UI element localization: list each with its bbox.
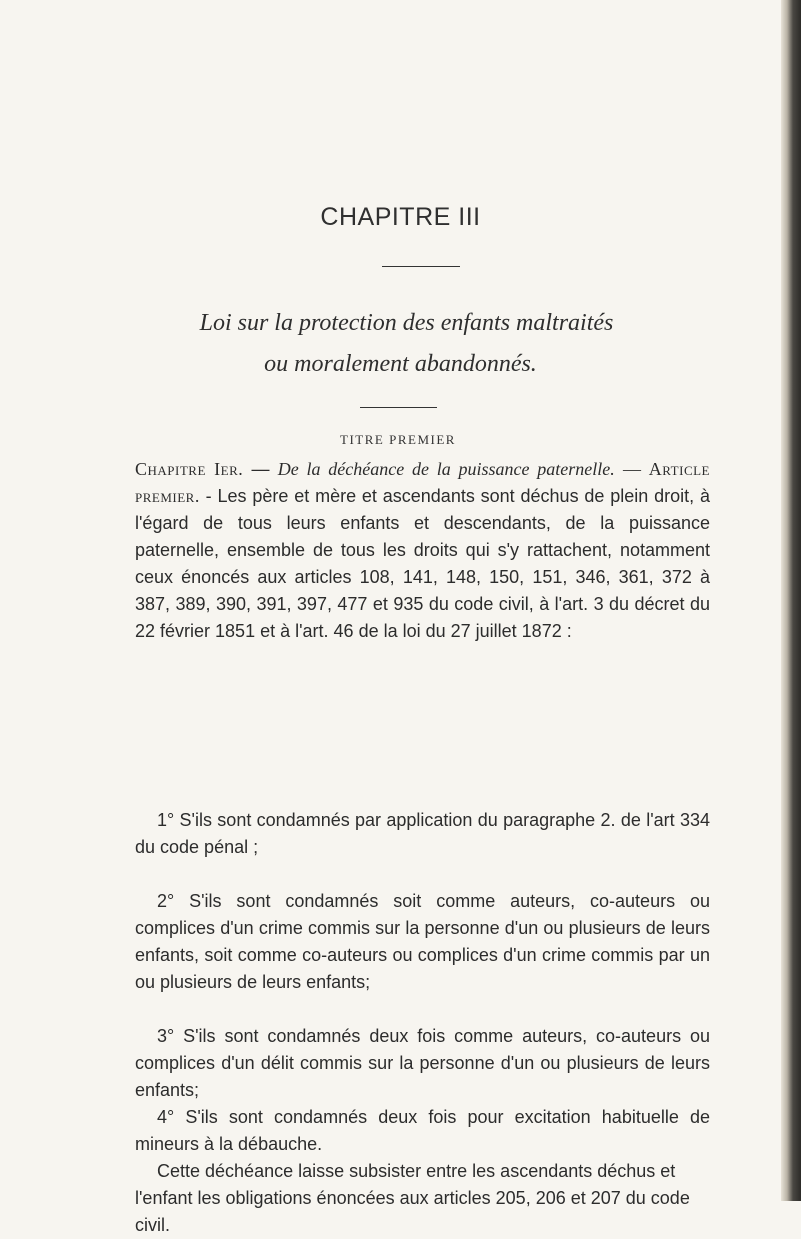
heading-dash: — xyxy=(243,459,278,479)
article-text: - Les père et mère et ascendants sont déchus de plein droit, à l'égard de tous leurs enfants et descendants, de la puissance paternelle, ensemble de tous les droits qui s'y rattachent, notamment ceux énoncés aux articles 108, 141, 148, 150, 151, 346, 361, 372 à 387, 389, 390, 391, 397, 477 et 935 du code civil, à l'art. 3 du décret du 22 février 1851 et à l'art. 46 de la loi du 27 juillet 1872 : xyxy=(135,486,710,641)
book-binding-edge xyxy=(781,0,801,1201)
chapter-heading: Chapitre Ier. xyxy=(135,459,244,479)
article-lead: — Article premier. xyxy=(135,459,710,506)
chapter-subject: De la déchéance de la puissance paternelle. xyxy=(277,459,615,479)
list-item xyxy=(135,888,710,996)
article-paragraph xyxy=(135,456,710,645)
section-title: TITRE PREMIER xyxy=(340,432,456,447)
list-item xyxy=(135,1023,710,1104)
item-4-text: 4° S'ils sont condamnés deux fois pour excitation habituelle de mineurs à la débauche. xyxy=(135,1107,710,1154)
title-divider-bottom xyxy=(360,407,437,408)
closing-text: Cette déchéance laisse subsister entre les ascendants déchus et l'enfant les obligations énoncées aux articles 205, 206 et 207 du code civil. xyxy=(135,1161,690,1235)
title-divider-top xyxy=(382,266,460,267)
item-3-text: 3° S'ils sont condamnés deux fois comme auteurs, co-auteurs ou complices d'un délit commis sur la personne d'un ou plusieurs de leurs enfants; xyxy=(135,1026,710,1100)
item-2-text: 2° S'ils sont condamnés soit comme auteurs, co-auteurs ou complices d'un crime commis sur la personne d'un ou plusieurs de leurs enfants, soit comme co-auteurs ou complices d'un crime commis par un ou plusieurs de leurs enfants; xyxy=(135,891,710,992)
list-item xyxy=(135,1104,710,1158)
law-title-line-2: ou moralement abandonnés. xyxy=(264,351,537,377)
closing-paragraph xyxy=(135,1158,710,1239)
law-title-line-1: Loi sur la protection des enfants maltraités xyxy=(199,310,614,336)
chapter-title: CHAPITRE III xyxy=(320,203,481,231)
list-item xyxy=(135,807,710,861)
item-1-text: 1° S'ils sont condamnés par application du paragraphe 2. de l'art 334 du code pénal ; xyxy=(135,810,710,857)
